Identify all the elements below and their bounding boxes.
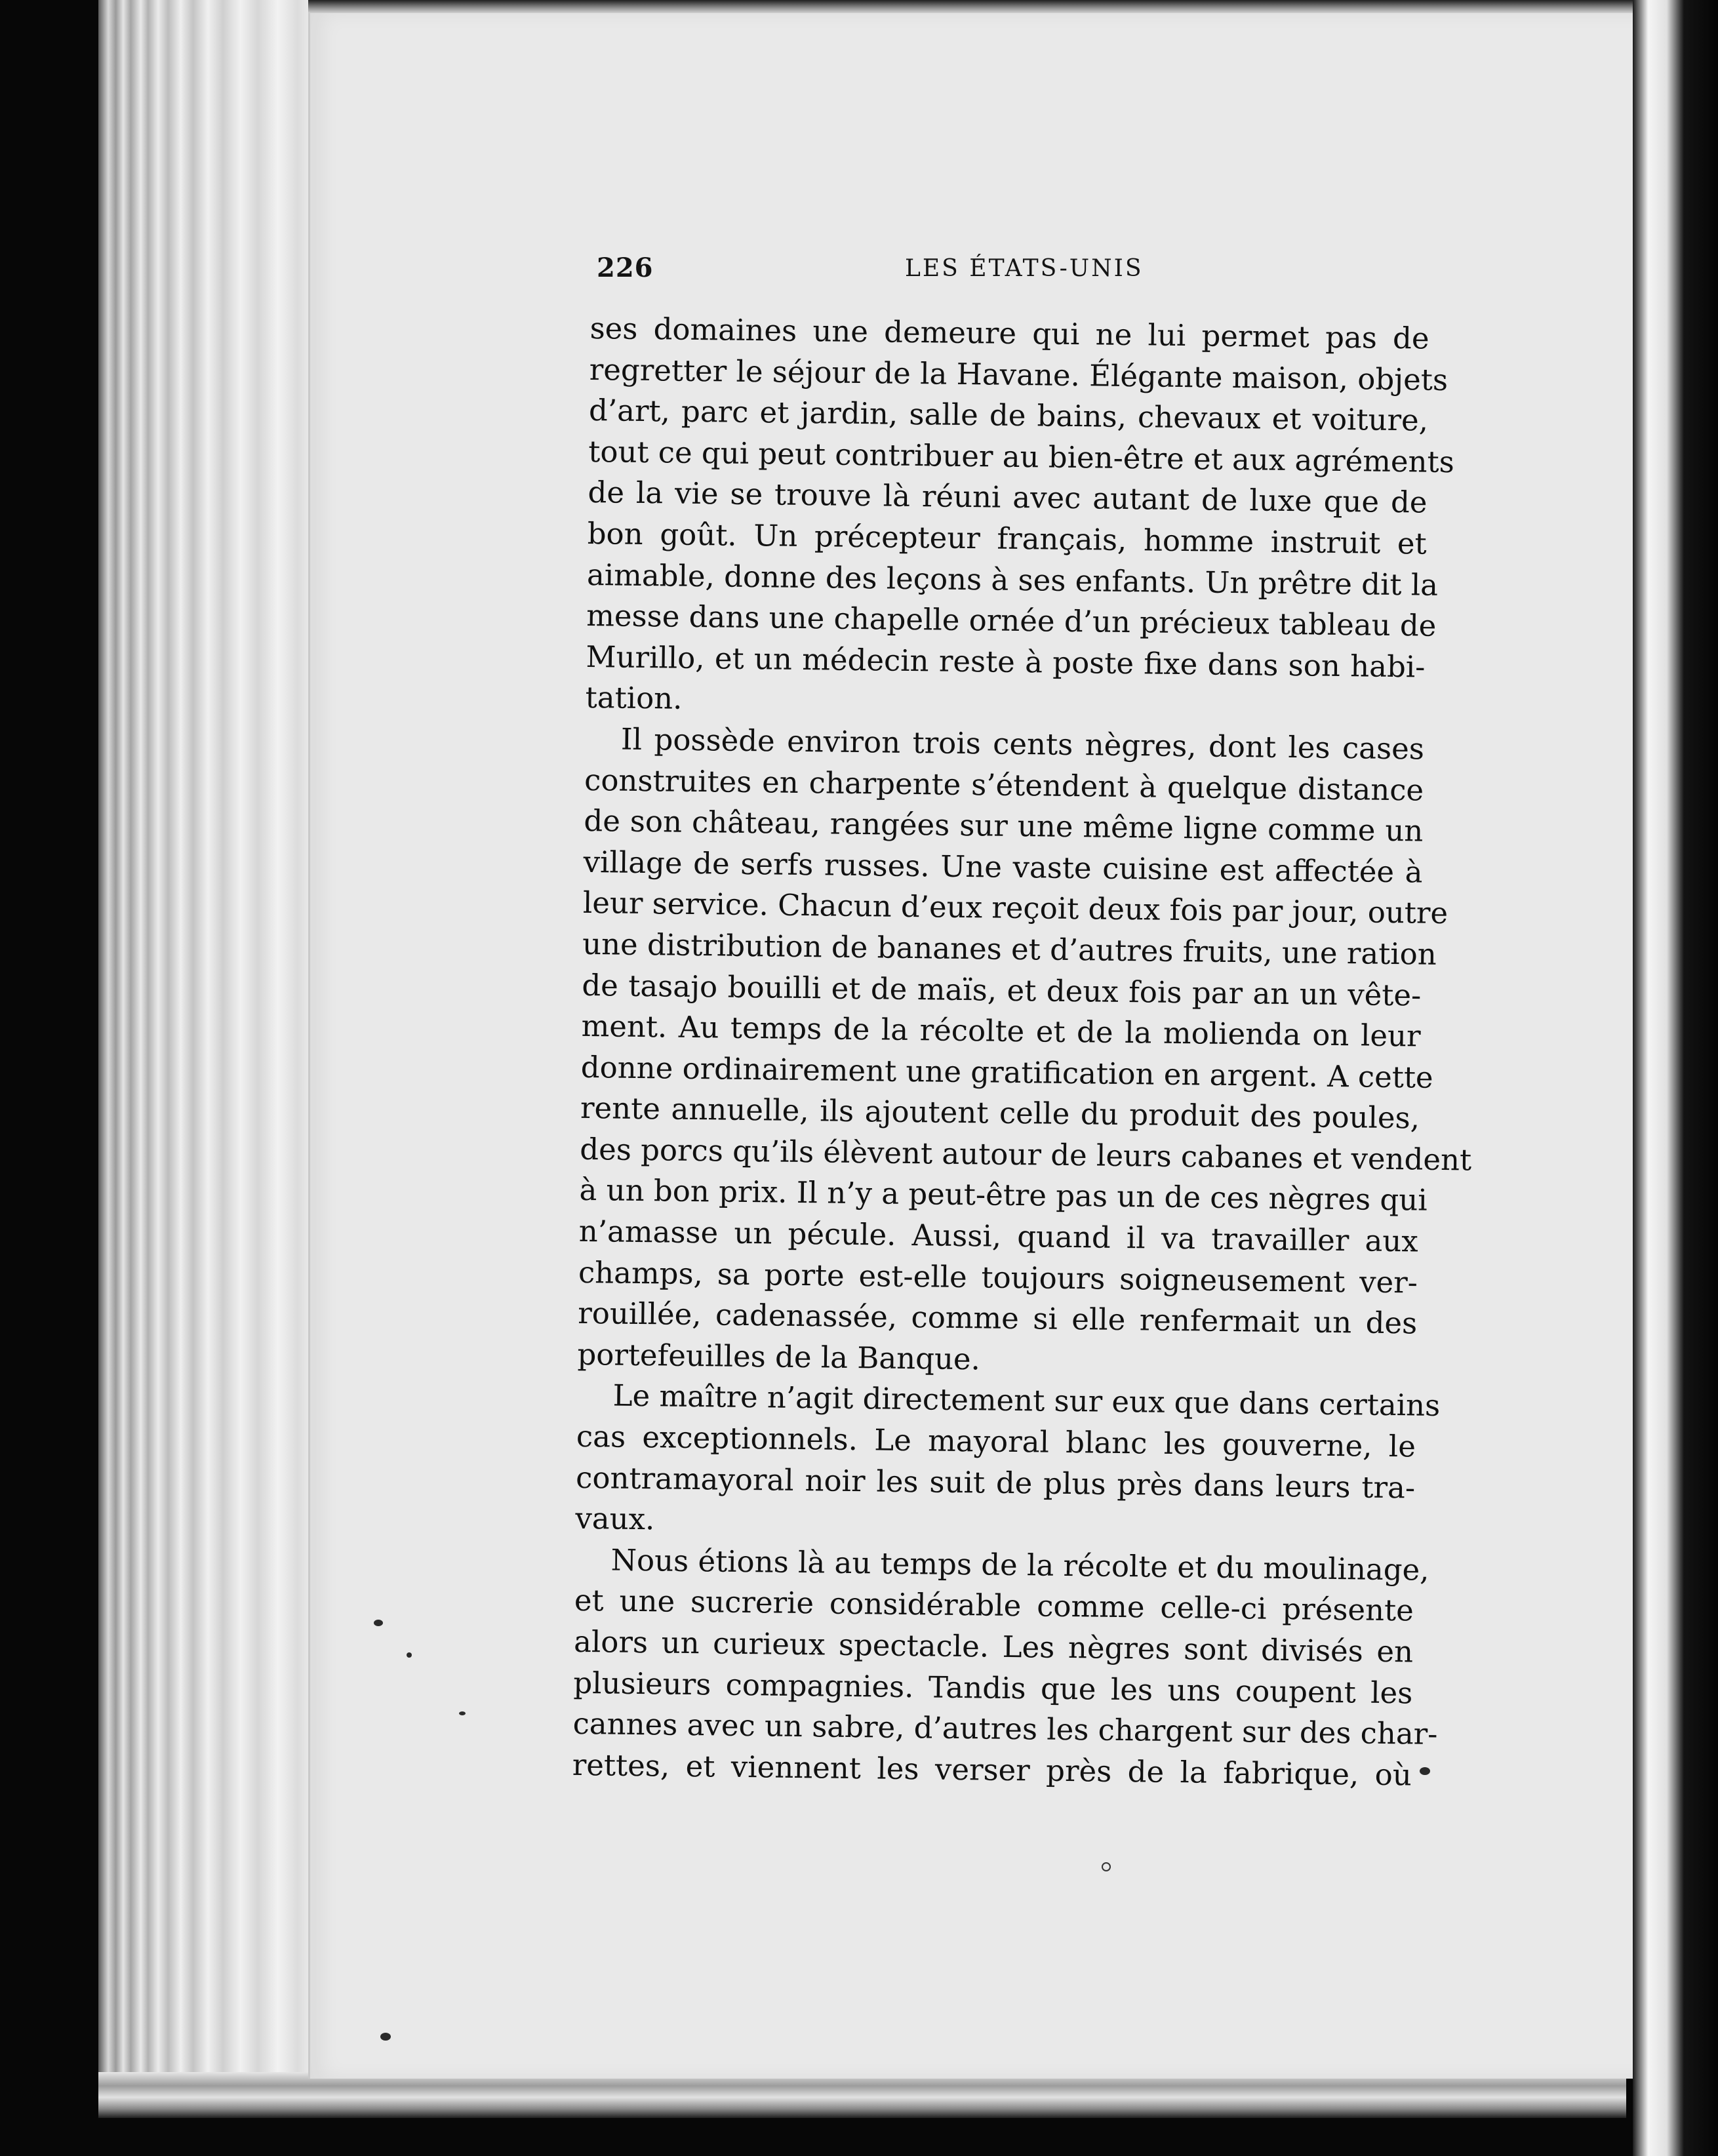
- running-title: LES ÉTATS-UNIS: [905, 255, 1144, 282]
- text-line: portefeuilles de la Banque.: [577, 1336, 981, 1377]
- text-line: Nous étions là au temps de la récolte et du moulinage,: [610, 1542, 1429, 1587]
- text-line: Le maître n’agit directement sur eux que dans certains: [612, 1378, 1441, 1424]
- text-line: aimable, donne des leçons à ses enfants. Un prêtre dit la: [586, 557, 1439, 603]
- text-line: rente annuelle, ils ajoutent celle du produit des poules,: [580, 1090, 1420, 1136]
- text-line: village de serfs russes. Une vaste cuisine est affectée à: [583, 844, 1423, 890]
- text-line: d’art, parc et jardin, salle de bains, chevaux et voiture,: [588, 393, 1429, 438]
- text-line: Murillo, et un médecin reste à poste fixe dans son habi-: [586, 639, 1426, 685]
- paragraph: [585, 308, 1455, 729]
- page-number: 226: [597, 252, 654, 283]
- dust-speck: [1102, 1862, 1111, 1871]
- text-line: une distribution de bananes et d’autres fruits, une ration: [582, 926, 1437, 972]
- text-line: Il possède environ trois cents nègres, dont les cases: [620, 721, 1425, 767]
- text-line: rettes, et viennent les verser près de la fabrique, où: [572, 1747, 1412, 1793]
- text-line: et une sucrerie considérable comme celle-ci présente: [574, 1583, 1414, 1628]
- text-line: alors un curieux spectacle. Les nègres sont divisés en: [573, 1624, 1414, 1669]
- running-head: [597, 252, 1416, 292]
- text-line: leur service. Chacun d’eux reçoit deux fois par jour, outre: [582, 885, 1448, 931]
- text-line: regretter le séjour de la Havane. Élégante maison, objets: [589, 351, 1448, 397]
- text-line: messe dans une chapelle ornée d’un précieux tableau de: [586, 598, 1437, 643]
- text-line: contramayoral noir les suit de plus près dans leurs tra-: [575, 1460, 1416, 1506]
- text-line: tation.: [585, 680, 683, 717]
- text-line: bon goût. Un précepteur français, homme instruit et: [587, 515, 1428, 561]
- paragraph: [575, 1375, 1441, 1549]
- dust-speck: [407, 1652, 412, 1658]
- dust-speck: [380, 2033, 391, 2041]
- text-line: champs, sa porte est-elle toujours soigneusement ver-: [578, 1254, 1418, 1300]
- text-line: cas exceptionnels. Le mayoral blanc les gouverne, le: [576, 1418, 1416, 1464]
- text-line: ses domaines une demeure qui ne lui permet pas de: [589, 310, 1429, 356]
- text-line: à un bon prix. Il n’y a peut-être pas un de ces nègres qui: [579, 1172, 1428, 1218]
- text-line: donne ordinairement une gratification en argent. A cette: [580, 1049, 1433, 1095]
- body-text: [572, 308, 1472, 1796]
- text-line: de son château, rangées sur une même ligne comme un: [584, 803, 1424, 848]
- page-top-edge: [308, 0, 1639, 14]
- text-line: rouillée, cadenassée, comme si elle renfermait un des: [577, 1296, 1418, 1341]
- page-stack-bottom-edge: [98, 2072, 1626, 2118]
- text-line: plusieurs compagnies. Tandis que les uns coupent les: [573, 1665, 1413, 1711]
- text-line: de la vie se trouve là réuni avec autant de luxe que de: [588, 475, 1428, 520]
- dust-speck: [1420, 1767, 1430, 1775]
- right-fore-edge: [1633, 0, 1718, 2156]
- paragraph: [577, 719, 1472, 1386]
- text-line: ment. Au temps de la récolte et de la molienda on leur: [581, 1008, 1421, 1054]
- dust-speck: [374, 1620, 383, 1626]
- text-line: cannes avec un sabre, d’autres les chargent sur des char-: [572, 1706, 1438, 1752]
- dust-speck: [459, 1711, 466, 1715]
- text-line: n’amasse un pécule. Aussi, quand il va travailler aux: [578, 1213, 1419, 1259]
- text-line: vaux.: [575, 1501, 655, 1537]
- text-line: tout ce qui peut contribuer au bien-être et aux agréments: [588, 433, 1455, 479]
- text-line: de tasajo bouilli et de maïs, et deux fois par an un vête-: [582, 967, 1422, 1013]
- text-line: construites en charpente s’étendent à quelque distance: [584, 762, 1424, 808]
- text-line: des porcs qu’ils élèvent autour de leurs cabanes et vendent: [580, 1131, 1472, 1178]
- paragraph: [572, 1540, 1438, 1796]
